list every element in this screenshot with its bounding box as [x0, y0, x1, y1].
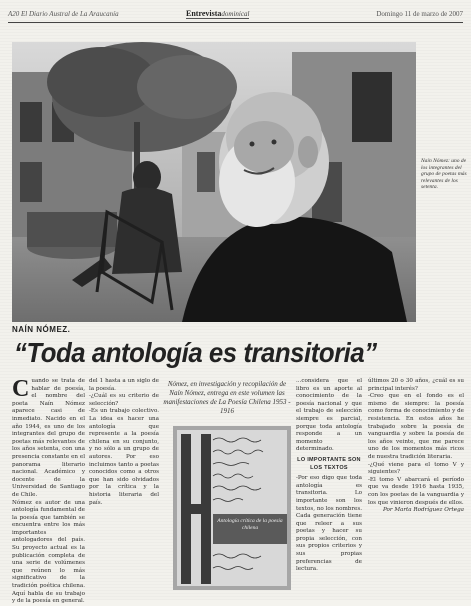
running-head: [8, 10, 463, 22]
book-cover-image: [173, 426, 291, 590]
paragraph: -¿Cuál es su criterio de selección?: [89, 393, 159, 407]
headline: “Toda antología es transitoria”: [14, 337, 377, 368]
interview-photo: [12, 42, 416, 322]
author-signature: Por Marta Rodríguez Ortega: [382, 507, 464, 514]
header-rule: [8, 22, 463, 23]
section-subhead: LO IMPORTANTE SON LOS TEXTOS: [297, 456, 361, 471]
book-cover-caption: Antología crítica de la poesía chilena: [217, 518, 283, 531]
section-sub: dominical: [221, 10, 250, 18]
paragraph: -Es un trabajo colectivo. La idea es hacer una antología que represente a la poesía chilena en su conjunto, y no sólo a un grupo de autores. Por eso incluimos tanto a poetas conocidos como a otros que han sido olvidados por la crítica y la historia literaria del país.: [89, 408, 159, 506]
drop-cap: C: [12, 376, 30, 402]
running-head-date: Domingo 11 de marzo de 2007: [376, 10, 463, 18]
article-column-2: [89, 378, 159, 596]
article-column-4: [368, 378, 464, 596]
byline: NAÍN NÓMEZ.: [12, 325, 71, 334]
paragraph: -Por eso digo que toda antología es transitoria. Lo importante son los textos, no los nombres. Cada generación tiene que releer a sus poetas y hacer su propia selección, con sus propios criterios y sus propias preferencias de lectura.: [296, 475, 362, 573]
paragraph: del 1 hasta a un siglo de la poesía.: [89, 378, 159, 392]
article-column-1: [12, 376, 85, 605]
paragraph: -Creo que en el fondo es el mismo de siempre: la poesía como forma de conocimiento y de resistencia. En estos años he trabajado sobre la poesía de vanguardia y sobre la poesía de los años veinte, que me parece uno de los momentos más ricos de nuestra tradición literaria.: [368, 393, 464, 460]
paragraph: -¿Qué viene para el tomo V y siguientes?: [368, 461, 464, 476]
book-box-title: Nómez, en investigación y recopilación de Naín Nómez, entrega en este volumen las manifestaciones de La Poesía Chilena 1953 - 1916: [163, 380, 291, 415]
section-name: Entrevista: [186, 9, 222, 18]
running-head-section: [186, 9, 249, 19]
running-head-left: A20 El Diario Austral de La Araucanía: [8, 10, 119, 18]
paragraph: ...considera que el libro es un aporte al conocimiento de la poesía nacional y que el trabajo de selección siempre es parcial, porque toda antología responde a un momento determinado.: [296, 378, 362, 453]
paragraph: últimos 20 o 30 años, ¿cuál es su principal interés?: [368, 378, 464, 392]
paragraph: -El tomo V abarcará el período que va desde 1916 hasta 1935, con los poetas de la vanguardia y los que vinieron después de ellos.: [368, 476, 464, 506]
book-cover-illustration: [173, 426, 291, 590]
photo-caption: Naín Nómez: uno de los integrantes del grupo de poetas más relevantes de los setenta.: [421, 158, 467, 190]
article-column-3: [296, 378, 362, 596]
paragraph: uando se trata de hablar de poesía, el nombre del poeta Naín Nómez aparece casi de inmediato. Nacido en el año 1944, es uno de los integrantes del grupo de poetas más relevantes de los años setenta, con una presencia constante en el panorama literario nacional. Académico y docente de la Universidad de Santiago de Chile.: [12, 378, 85, 498]
photo-illustration: [12, 42, 416, 322]
paragraph: Nómez es autor de una antología fundamental de la poesía que también se encuentra entre los más importantes antologadores del país. Su proyecto actual es la publicación completa de una serie de volúmenes que reúnen lo más significativo de la tradición poética chilena. Aquí habla de su trabajo y de la poesía en general.: [12, 499, 85, 605]
